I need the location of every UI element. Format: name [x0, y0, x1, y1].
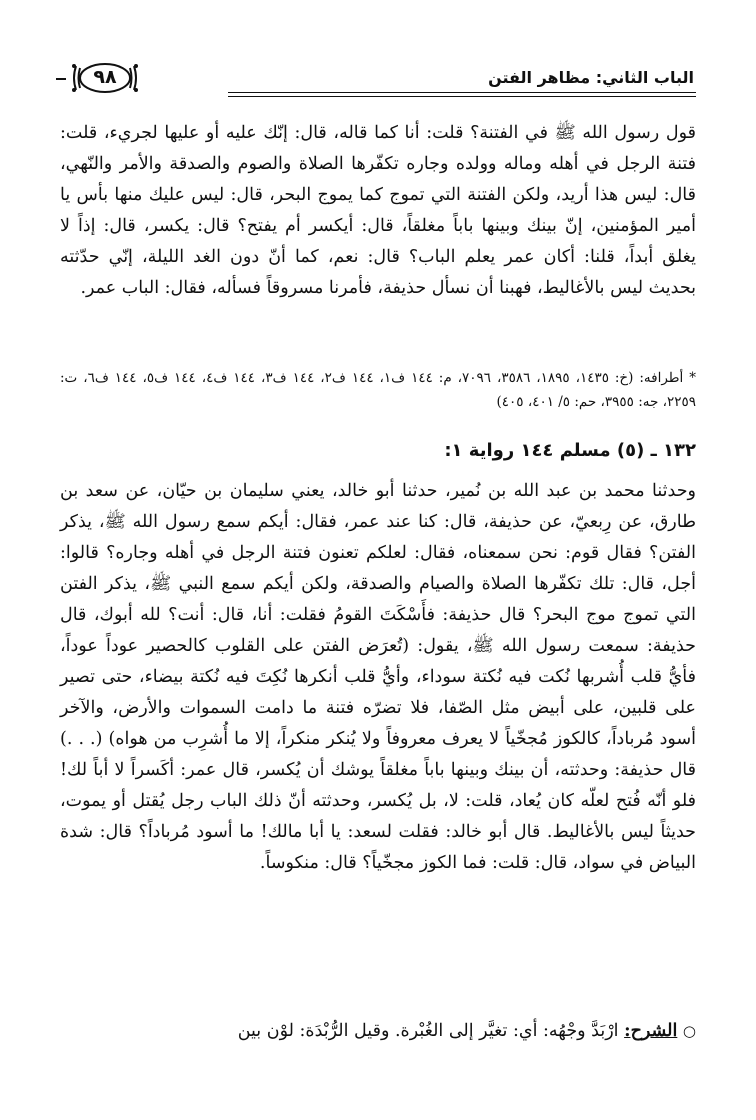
hadith-text-continued: قول رسول الله ﷺ في الفتنة؟ قلت: أنا كما قاله، قال: إنّك عليه أو عليها لجريء، قلت: فتنة الرجل في أهله وماله وولده وجاره تكفّرها الصلاة والصوم والصدقة والأمر والنّهي، قال: ليس هذا أريد، ولكن الفتنة التي تموج كما يموج البحر، قال: ليس عليك منها بأس يا أمير المؤمنين، إنّ بينك وبينها باباً مغلقاً، قال: أيكسر أم يفتح؟ قال: يكسر، قال: إذاً لا يغلق أبداً، قلنا: أكان عمر يعلم الباب؟ قال: نعم، كما أنّ دون الغد الليلة، إنّي حدّثته بحديث ليس بالأغاليط، فهبنا أن نسأل حذيفة، فأمرنا مسروقاً فسأله، فقال: الباب عمر.	[60, 123, 696, 298]
header-rule-top	[228, 92, 696, 93]
glossary-term: الشرح:	[624, 1021, 678, 1041]
page-header	[60, 56, 696, 106]
glossary-text: ارْبَدَّ وجْهُه: أي: تغيَّر إلى الغُبْرة. وقيل الرُّبْدَة: لوْن بين	[237, 1021, 625, 1041]
glossary-entry	[60, 1016, 696, 1047]
header-rule-bottom	[228, 96, 696, 97]
hadith-heading: ١٣٢ ـ (٥) مسلم ١٤٤ رواية ١:	[444, 440, 696, 461]
references-note: * أطرافه: (خ: ١٤٣٥، ١٨٩٥، ٣٥٨٦، ٧٠٩٦، م: ١٤٤ ف١، ١٤٤ ف٢، ١٤٤ ف٣، ١٤٤ ف٤، ١٤٤ ف٥، ١٤٤ ف٦، ت: ٢٢٥٩، جه: ٣٩٥٥، حم: ٥/ ٤٠١، ٤٠٥)	[60, 370, 696, 410]
header-dash	[56, 78, 66, 80]
page-number-badge	[68, 60, 142, 96]
page-number: ٩٨	[93, 66, 117, 88]
chapter-title: الباب الثاني: مظاهر الفتن	[488, 68, 694, 87]
hadith-text: وحدثنا محمد بن عبد الله بن نُمير، حدثنا أبو خالد، يعني سليمان بن حيّان، عن سعد بن طارق، عن رِبعيّ، عن حذيفة، قال: كنا عند عمر، فقال: أيكم سمع رسول الله ﷺ، يذكر الفتن؟ فقال قوم: نحن سمعناه، فقال: لعلكم تعنون فتنة الرجل في أهله وجاره؟ قالوا: أجل، قال: تلك تكفّرها الصلاة والصيام والصدقة، ولكن أيكم سمع النبي ﷺ، يذكر الفتن التي تموج موج البحر؟ قال حذيفة: فأَسْكَتَ القومُ فقلت: أنا، قال: أنت؟ لله أبوك، قال حذيفة: سمعت رسول الله ﷺ، يقول: (تُعرَض الفتن على القلوب كالحصير عوداً عوداً، فأيُّ قلب أُشربها نُكت فيه نُكتة سوداء، وأيُّ قلب أنكرها نُكِتَ فيه نُكتة بيضاء، حتى تصير على قلبين، على أبيض مثل الصّفا، فلا تضرّه فتنة ما دامت السموات والأرض، والآخر أسود مُرباداً، كالكوز مُجخّياً لا يعرف معروفاً ولا يُنكر منكراً، إلا ما أُشرِب من هواه) (. . .) قال حذيفة: وحدثته، أن بينك وبينها باباً مغلقاً يوشك أن يُكسر، قال عمر: أكَسراً لا أباً لك! فلو أنّه فُتح لعلّه كان يُعاد، قلت: لا، بل يُكسر، وحدثته أنّ ذلك الباب رجل يُقتل أو يموت، حديثاً ليس بالأغاليط. قال أبو خالد: فقلت لسعد: يا أبا مالك! ما أسود مُرباداً؟ قال: شدة البياض في سواد، قال: قلت: فما الكوز مجخّياً؟ قال: منكوساً.	[60, 481, 696, 873]
bullet-icon: ○	[682, 1022, 696, 1040]
